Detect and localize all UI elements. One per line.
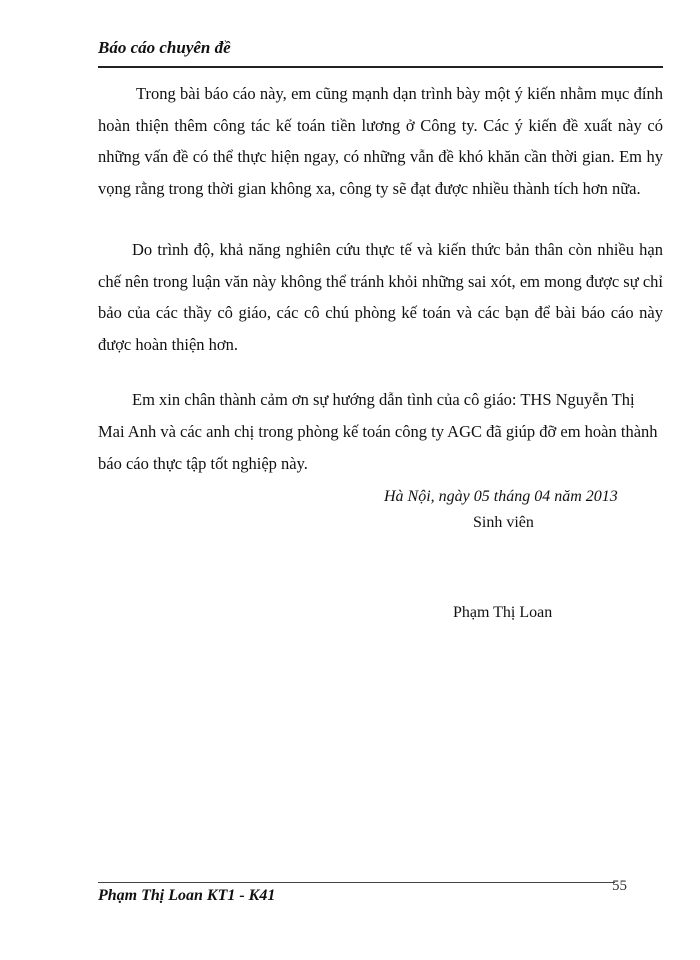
page-header-title: Báo cáo chuyên đề bbox=[98, 38, 231, 57]
paragraph-limitations: Do trình độ, khả năng nghiên cứu thực tế và kiến thức bản thân còn nhiều hạn chế nên trong luận văn này không thể tránh khỏi những sai xót, em mong được sự chỉ bảo của các thầy cô giáo, các cô chú phòng kế toán và các bạn để bài báo cáo này được hoàn thiện hơn. bbox=[98, 240, 663, 354]
signature-role: Sinh viên bbox=[473, 514, 534, 531]
header-divider bbox=[98, 66, 663, 68]
paragraph-acknowledgement: Em xin chân thành cảm ơn sự hướng dẫn tình của cô giáo: THS Nguyễn Thị Mai Anh và các anh chị trong phòng kế toán công ty AGC đã giúp đỡ em hoàn thành báo cáo thực tập tốt nghiệp này. bbox=[98, 390, 658, 473]
page-number: 55 bbox=[612, 878, 627, 894]
footer-divider bbox=[98, 882, 615, 883]
signature-name: Phạm Thị Loan bbox=[453, 604, 553, 621]
footer-author: Phạm Thị Loan KT1 - K41 bbox=[98, 887, 276, 904]
signature-date: Hà Nội, ngày 05 tháng 04 năm 2013 bbox=[384, 488, 618, 505]
paragraph-conclusion-intro: Trong bài báo cáo này, em cũng mạnh dạn trình bày một ý kiến nhằm mục đính hoàn thiện thêm công tác kế toán tiền lương ở Công ty. Các ý kiến đề xuất này có những vấn đề có thể thực hiện ngay, có những vẫn đề khó khăn cần thời gian. Em hy vọng rằng trong thời gian không xa, công ty sẽ đạt được nhiều thành tích hơn nữa. bbox=[98, 84, 663, 198]
